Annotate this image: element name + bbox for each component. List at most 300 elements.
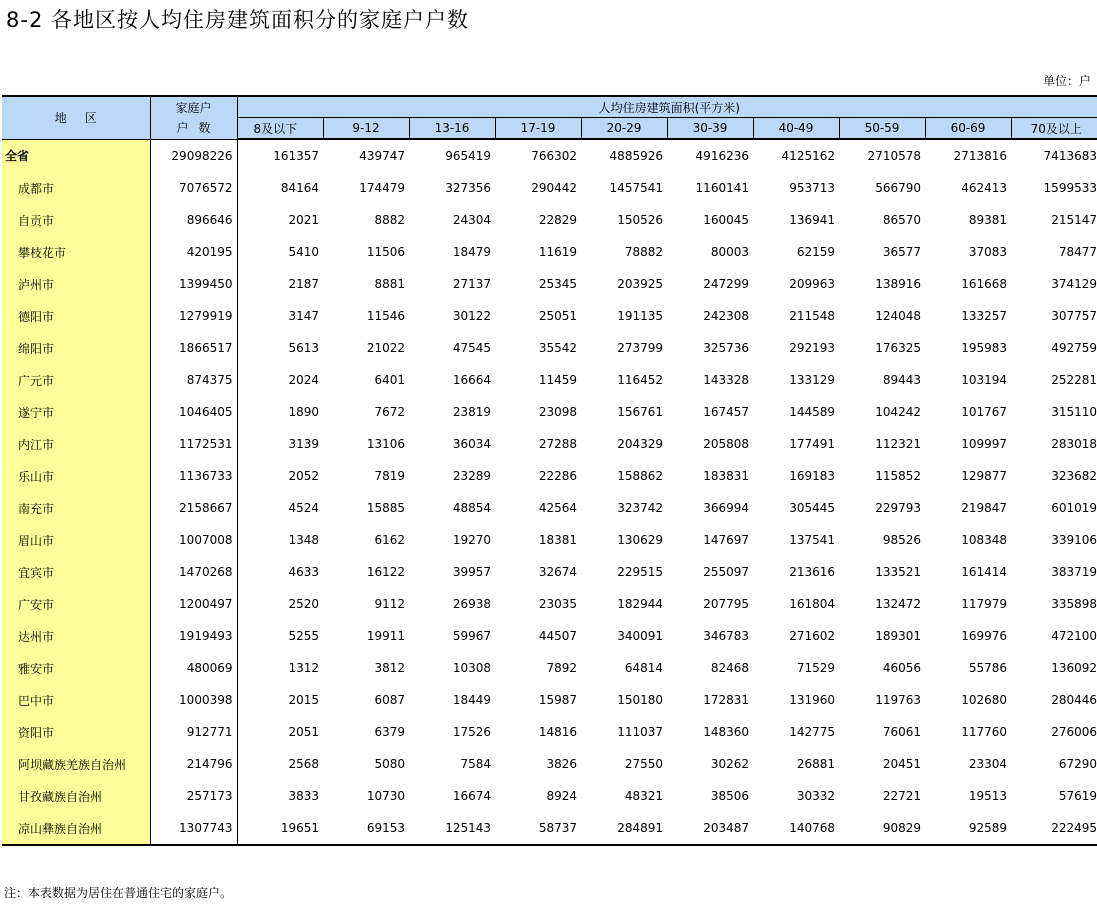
table-header: [2, 96, 1097, 139]
table-body: [2, 139, 1097, 845]
value-cell: 19270: [452, 533, 491, 547]
value-cell: 48321: [624, 789, 663, 803]
value-cell: 2024: [288, 373, 319, 387]
value-cell: 138916: [875, 277, 921, 291]
value-cell: 292193: [789, 341, 835, 355]
value-cell: 69153: [323, 812, 409, 845]
value-cell: 133129: [789, 373, 835, 387]
table-row: [2, 236, 1097, 268]
value-cell: 11459: [538, 373, 577, 387]
bin-header: 70及以上: [1011, 118, 1097, 140]
value-cell: 78477: [1058, 245, 1097, 259]
value-cell: 111037: [617, 725, 663, 739]
table-row: [2, 300, 1097, 332]
value-cell: 183831: [703, 469, 749, 483]
value-cell: 1348: [288, 533, 319, 547]
value-cell: 136941: [789, 213, 835, 227]
value-cell: 13106: [366, 437, 405, 451]
value-cell: 215147: [1051, 213, 1097, 227]
households-cell: 1046405: [150, 396, 237, 428]
table-row: [2, 524, 1097, 556]
households-cell: 1307743: [150, 812, 237, 845]
value-cell: 136092: [1051, 661, 1097, 675]
value-cell: 566790: [875, 181, 921, 195]
table-row: [2, 748, 1097, 780]
bin-header: 60-69: [925, 118, 1011, 140]
value-cell: 169976: [961, 629, 1007, 643]
table-row: [2, 428, 1097, 460]
value-cell: 191135: [617, 309, 663, 323]
value-cell: 58737: [495, 812, 581, 845]
value-cell: 15987: [538, 693, 577, 707]
households-cell: 420195: [150, 236, 237, 268]
value-cell: 439747: [359, 149, 405, 163]
value-cell: 965419: [445, 149, 491, 163]
value-cell: 7819: [374, 469, 405, 483]
value-cell: 283018: [1051, 437, 1097, 451]
region-cell: 内江市: [2, 428, 150, 460]
data-table: [2, 95, 1097, 846]
households-cell: 1470268: [150, 556, 237, 588]
region-cell: 自贡市: [2, 204, 150, 236]
region-cell: 资阳市: [2, 716, 150, 748]
value-cell: 161668: [961, 277, 1007, 291]
region-cell: 甘孜藏族自治州: [2, 780, 150, 812]
region-cell: 南充市: [2, 492, 150, 524]
value-cell: 67290: [1058, 757, 1097, 771]
value-cell: 78882: [624, 245, 663, 259]
bin-header: 50-59: [839, 118, 925, 140]
value-cell: 11506: [366, 245, 405, 259]
value-cell: 167457: [703, 405, 749, 419]
value-cell: 203487: [667, 812, 753, 845]
households-header-line2: 户数: [176, 120, 221, 135]
value-cell: 255097: [703, 565, 749, 579]
value-cell: 10730: [366, 789, 405, 803]
value-cell: 148360: [703, 725, 749, 739]
value-cell: 1890: [288, 405, 319, 419]
value-cell: 98526: [882, 533, 921, 547]
value-cell: 176325: [875, 341, 921, 355]
value-cell: 340091: [617, 629, 663, 643]
value-cell: 47545: [452, 341, 491, 355]
value-cell: 108348: [961, 533, 1007, 547]
value-cell: 30122: [452, 309, 491, 323]
value-cell: 130629: [617, 533, 663, 547]
value-cell: 140768: [753, 812, 839, 845]
value-cell: 18449: [452, 693, 491, 707]
region-column-header: 地区: [2, 96, 150, 139]
value-cell: 1312: [288, 661, 319, 675]
households-header-line1: 家庭户: [175, 100, 212, 115]
value-cell: 124048: [875, 309, 921, 323]
value-cell: 132472: [875, 597, 921, 611]
value-cell: 472100: [1051, 629, 1097, 643]
value-cell: 55786: [968, 661, 1007, 675]
value-cell: 7584: [460, 757, 491, 771]
region-cell: 雅安市: [2, 652, 150, 684]
value-cell: 366994: [703, 501, 749, 515]
value-cell: 161357: [273, 149, 319, 163]
value-cell: 8881: [374, 277, 405, 291]
value-cell: 323742: [617, 501, 663, 515]
value-cell: 142775: [789, 725, 835, 739]
households-cell: 1919493: [150, 620, 237, 652]
value-cell: 117760: [961, 725, 1007, 739]
value-cell: 27137: [452, 277, 491, 291]
value-cell: 280446: [1051, 693, 1097, 707]
households-cell: 1399450: [150, 268, 237, 300]
bin-header: 9-12: [323, 118, 409, 140]
value-cell: 1599533: [1043, 181, 1097, 195]
table-row: [2, 396, 1097, 428]
value-cell: 62159: [796, 245, 835, 259]
value-cell: 174479: [359, 181, 405, 195]
bin-header: 20-29: [581, 118, 667, 140]
value-cell: 339106: [1051, 533, 1097, 547]
households-cell: 912771: [150, 716, 237, 748]
value-cell: 48854: [452, 501, 491, 515]
value-cell: 5410: [288, 245, 319, 259]
region-cell: 巴中市: [2, 684, 150, 716]
households-cell: 29098226: [150, 139, 237, 172]
value-cell: 305445: [789, 501, 835, 515]
value-cell: 26938: [452, 597, 491, 611]
value-cell: 2520: [288, 597, 319, 611]
value-cell: 15885: [366, 501, 405, 515]
bin-header: 30-39: [667, 118, 753, 140]
value-cell: 22829: [538, 213, 577, 227]
value-cell: 953713: [789, 181, 835, 195]
value-cell: 383719: [1051, 565, 1097, 579]
region-cell: 全省: [2, 139, 150, 172]
value-cell: 16122: [366, 565, 405, 579]
table-row: [2, 716, 1097, 748]
bin-header: 17-19: [495, 118, 581, 140]
value-cell: 6379: [374, 725, 405, 739]
value-cell: 1457541: [609, 181, 663, 195]
table-row: [2, 204, 1097, 236]
value-cell: 252281: [1051, 373, 1097, 387]
value-cell: 2052: [288, 469, 319, 483]
bin-header: 13-16: [409, 118, 495, 140]
value-cell: 19911: [366, 629, 405, 643]
value-cell: 21022: [366, 341, 405, 355]
value-cell: 22286: [538, 469, 577, 483]
value-cell: 129877: [961, 469, 1007, 483]
value-cell: 2187: [288, 277, 319, 291]
value-cell: 46056: [882, 661, 921, 675]
value-cell: 80003: [710, 245, 749, 259]
value-cell: 156761: [617, 405, 663, 419]
value-cell: 7413683: [1043, 149, 1097, 163]
value-cell: 213616: [789, 565, 835, 579]
table-row: [2, 556, 1097, 588]
value-cell: 222495: [1011, 812, 1097, 845]
households-cell: 2158667: [150, 492, 237, 524]
value-cell: 76061: [882, 725, 921, 739]
value-cell: 10308: [452, 661, 491, 675]
value-cell: 2051: [288, 725, 319, 739]
households-cell: 1279919: [150, 300, 237, 332]
value-cell: 22721: [882, 789, 921, 803]
page-title: 8-2 各地区按人均住房建筑面积分的家庭户户数: [6, 8, 469, 32]
value-cell: 23289: [452, 469, 491, 483]
value-cell: 36577: [882, 245, 921, 259]
region-cell: 成都市: [2, 172, 150, 204]
area-group-header: 人均住房建筑面积(平方米): [237, 96, 1097, 118]
value-cell: 161804: [789, 597, 835, 611]
region-cell: 达州市: [2, 620, 150, 652]
value-cell: 112321: [875, 437, 921, 451]
households-cell: 1200497: [150, 588, 237, 620]
households-cell: 1000398: [150, 684, 237, 716]
value-cell: 137541: [789, 533, 835, 547]
value-cell: 189301: [875, 629, 921, 643]
value-cell: 27288: [538, 437, 577, 451]
value-cell: 323682: [1051, 469, 1097, 483]
value-cell: 20451: [882, 757, 921, 771]
value-cell: 207795: [703, 597, 749, 611]
value-cell: 2710578: [867, 149, 921, 163]
value-cell: 3833: [288, 789, 319, 803]
value-cell: 92589: [925, 812, 1011, 845]
region-cell: 阿坝藏族羌族自治州: [2, 748, 150, 780]
value-cell: 23819: [452, 405, 491, 419]
value-cell: 158862: [617, 469, 663, 483]
value-cell: 42564: [538, 501, 577, 515]
value-cell: 4524: [288, 501, 319, 515]
bin-header: 8及以下: [237, 118, 323, 140]
value-cell: 2021: [288, 213, 319, 227]
value-cell: 64814: [624, 661, 663, 675]
value-cell: 5255: [288, 629, 319, 643]
value-cell: 203925: [617, 277, 663, 291]
value-cell: 150180: [617, 693, 663, 707]
value-cell: 8882: [374, 213, 405, 227]
table-row: [2, 172, 1097, 204]
value-cell: 36034: [452, 437, 491, 451]
value-cell: 3812: [374, 661, 405, 675]
value-cell: 161414: [961, 565, 1007, 579]
value-cell: 4885926: [609, 149, 663, 163]
households-cell: 480069: [150, 652, 237, 684]
value-cell: 44507: [538, 629, 577, 643]
households-cell: 1866517: [150, 332, 237, 364]
value-cell: 327356: [445, 181, 491, 195]
value-cell: 4125162: [781, 149, 835, 163]
value-cell: 205808: [703, 437, 749, 451]
table-row: [2, 460, 1097, 492]
value-cell: 4633: [288, 565, 319, 579]
region-cell: 德阳市: [2, 300, 150, 332]
households-cell: 7076572: [150, 172, 237, 204]
value-cell: 3147: [288, 309, 319, 323]
households-cell: 1007008: [150, 524, 237, 556]
value-cell: 11619: [538, 245, 577, 259]
value-cell: 82468: [710, 661, 749, 675]
value-cell: 177491: [789, 437, 835, 451]
households-cell: 1136733: [150, 460, 237, 492]
value-cell: 38506: [710, 789, 749, 803]
value-cell: 19651: [237, 812, 323, 845]
table-row: [2, 780, 1097, 812]
footnote: 注：本表数据为居住在普通住宅的家庭户。: [4, 886, 233, 900]
value-cell: 133257: [961, 309, 1007, 323]
value-cell: 601019: [1051, 501, 1097, 515]
value-cell: 219847: [961, 501, 1007, 515]
value-cell: 169183: [789, 469, 835, 483]
table-row: [2, 620, 1097, 652]
value-cell: 102680: [961, 693, 1007, 707]
value-cell: 271602: [789, 629, 835, 643]
value-cell: 3826: [546, 757, 577, 771]
value-cell: 276006: [1051, 725, 1097, 739]
region-cell: 攀枝花市: [2, 236, 150, 268]
value-cell: 273799: [617, 341, 663, 355]
value-cell: 19513: [968, 789, 1007, 803]
value-cell: 16664: [452, 373, 491, 387]
value-cell: 211548: [789, 309, 835, 323]
value-cell: 37083: [968, 245, 1007, 259]
table-row: [2, 332, 1097, 364]
value-cell: 57619: [1058, 789, 1097, 803]
value-cell: 30262: [710, 757, 749, 771]
value-cell: 90829: [839, 812, 925, 845]
value-cell: 59967: [452, 629, 491, 643]
value-cell: 229515: [617, 565, 663, 579]
table-row: [2, 652, 1097, 684]
value-cell: 116452: [617, 373, 663, 387]
table-row: [2, 588, 1097, 620]
value-cell: 307757: [1051, 309, 1097, 323]
value-cell: 16674: [452, 789, 491, 803]
value-cell: 23035: [538, 597, 577, 611]
value-cell: 30332: [796, 789, 835, 803]
table-row: [2, 268, 1097, 300]
table-row: [2, 812, 1097, 845]
table-row: [2, 139, 1097, 172]
value-cell: 17526: [452, 725, 491, 739]
value-cell: 32674: [538, 565, 577, 579]
value-cell: 84164: [280, 181, 319, 195]
value-cell: 766302: [531, 149, 577, 163]
value-cell: 39957: [452, 565, 491, 579]
value-cell: 14816: [538, 725, 577, 739]
value-cell: 325736: [703, 341, 749, 355]
bin-header: 40-49: [753, 118, 839, 140]
value-cell: 2713816: [953, 149, 1007, 163]
value-cell: 89381: [968, 213, 1007, 227]
region-cell: 宜宾市: [2, 556, 150, 588]
value-cell: 71529: [796, 661, 835, 675]
value-cell: 25345: [538, 277, 577, 291]
value-cell: 101767: [961, 405, 1007, 419]
households-cell: 257173: [150, 780, 237, 812]
value-cell: 103194: [961, 373, 1007, 387]
households-cell: 896646: [150, 204, 237, 236]
region-cell: 遂宁市: [2, 396, 150, 428]
value-cell: 4916236: [695, 149, 749, 163]
table-row: [2, 492, 1097, 524]
value-cell: 6162: [374, 533, 405, 547]
value-cell: 133521: [875, 565, 921, 579]
value-cell: 25051: [538, 309, 577, 323]
value-cell: 143328: [703, 373, 749, 387]
value-cell: 147697: [703, 533, 749, 547]
value-cell: 35542: [538, 341, 577, 355]
value-cell: 374129: [1051, 277, 1097, 291]
value-cell: 2015: [288, 693, 319, 707]
value-cell: 115852: [875, 469, 921, 483]
value-cell: 109997: [961, 437, 1007, 451]
value-cell: 229793: [875, 501, 921, 515]
value-cell: 23304: [968, 757, 1007, 771]
households-cell: 874375: [150, 364, 237, 396]
region-cell: 泸州市: [2, 268, 150, 300]
value-cell: 242308: [703, 309, 749, 323]
value-cell: 5613: [288, 341, 319, 355]
value-cell: 315110: [1051, 405, 1097, 419]
value-cell: 125143: [409, 812, 495, 845]
value-cell: 284891: [581, 812, 667, 845]
value-cell: 27550: [624, 757, 663, 771]
value-cell: 7892: [546, 661, 577, 675]
unit-label: 单位：户: [1042, 74, 1091, 88]
value-cell: 18381: [538, 533, 577, 547]
table-row: [2, 684, 1097, 716]
value-cell: 462413: [961, 181, 1007, 195]
value-cell: 204329: [617, 437, 663, 451]
region-cell: 乐山市: [2, 460, 150, 492]
region-cell: 广元市: [2, 364, 150, 396]
value-cell: 23098: [538, 405, 577, 419]
value-cell: 26881: [796, 757, 835, 771]
region-cell: 广安市: [2, 588, 150, 620]
value-cell: 182944: [617, 597, 663, 611]
households-cell: 214796: [150, 748, 237, 780]
value-cell: 335898: [1051, 597, 1097, 611]
value-cell: 7672: [374, 405, 405, 419]
table-row: [2, 364, 1097, 396]
value-cell: 131960: [789, 693, 835, 707]
value-cell: 1160141: [695, 181, 749, 195]
value-cell: 6401: [374, 373, 405, 387]
value-cell: 195983: [961, 341, 1007, 355]
value-cell: 86570: [882, 213, 921, 227]
value-cell: 18479: [452, 245, 491, 259]
value-cell: 2568: [288, 757, 319, 771]
region-cell: 凉山彝族自治州: [2, 812, 150, 845]
value-cell: 5080: [374, 757, 405, 771]
value-cell: 247299: [703, 277, 749, 291]
value-cell: 11546: [366, 309, 405, 323]
value-cell: 89443: [882, 373, 921, 387]
value-cell: 209963: [789, 277, 835, 291]
value-cell: 24304: [452, 213, 491, 227]
value-cell: 117979: [961, 597, 1007, 611]
value-cell: 6087: [374, 693, 405, 707]
value-cell: 172831: [703, 693, 749, 707]
value-cell: 8924: [546, 789, 577, 803]
value-cell: 119763: [875, 693, 921, 707]
region-cell: 眉山市: [2, 524, 150, 556]
value-cell: 346783: [703, 629, 749, 643]
value-cell: 3139: [288, 437, 319, 451]
value-cell: 492759: [1051, 341, 1097, 355]
households-column-header: [150, 96, 237, 139]
region-cell: 绵阳市: [2, 332, 150, 364]
